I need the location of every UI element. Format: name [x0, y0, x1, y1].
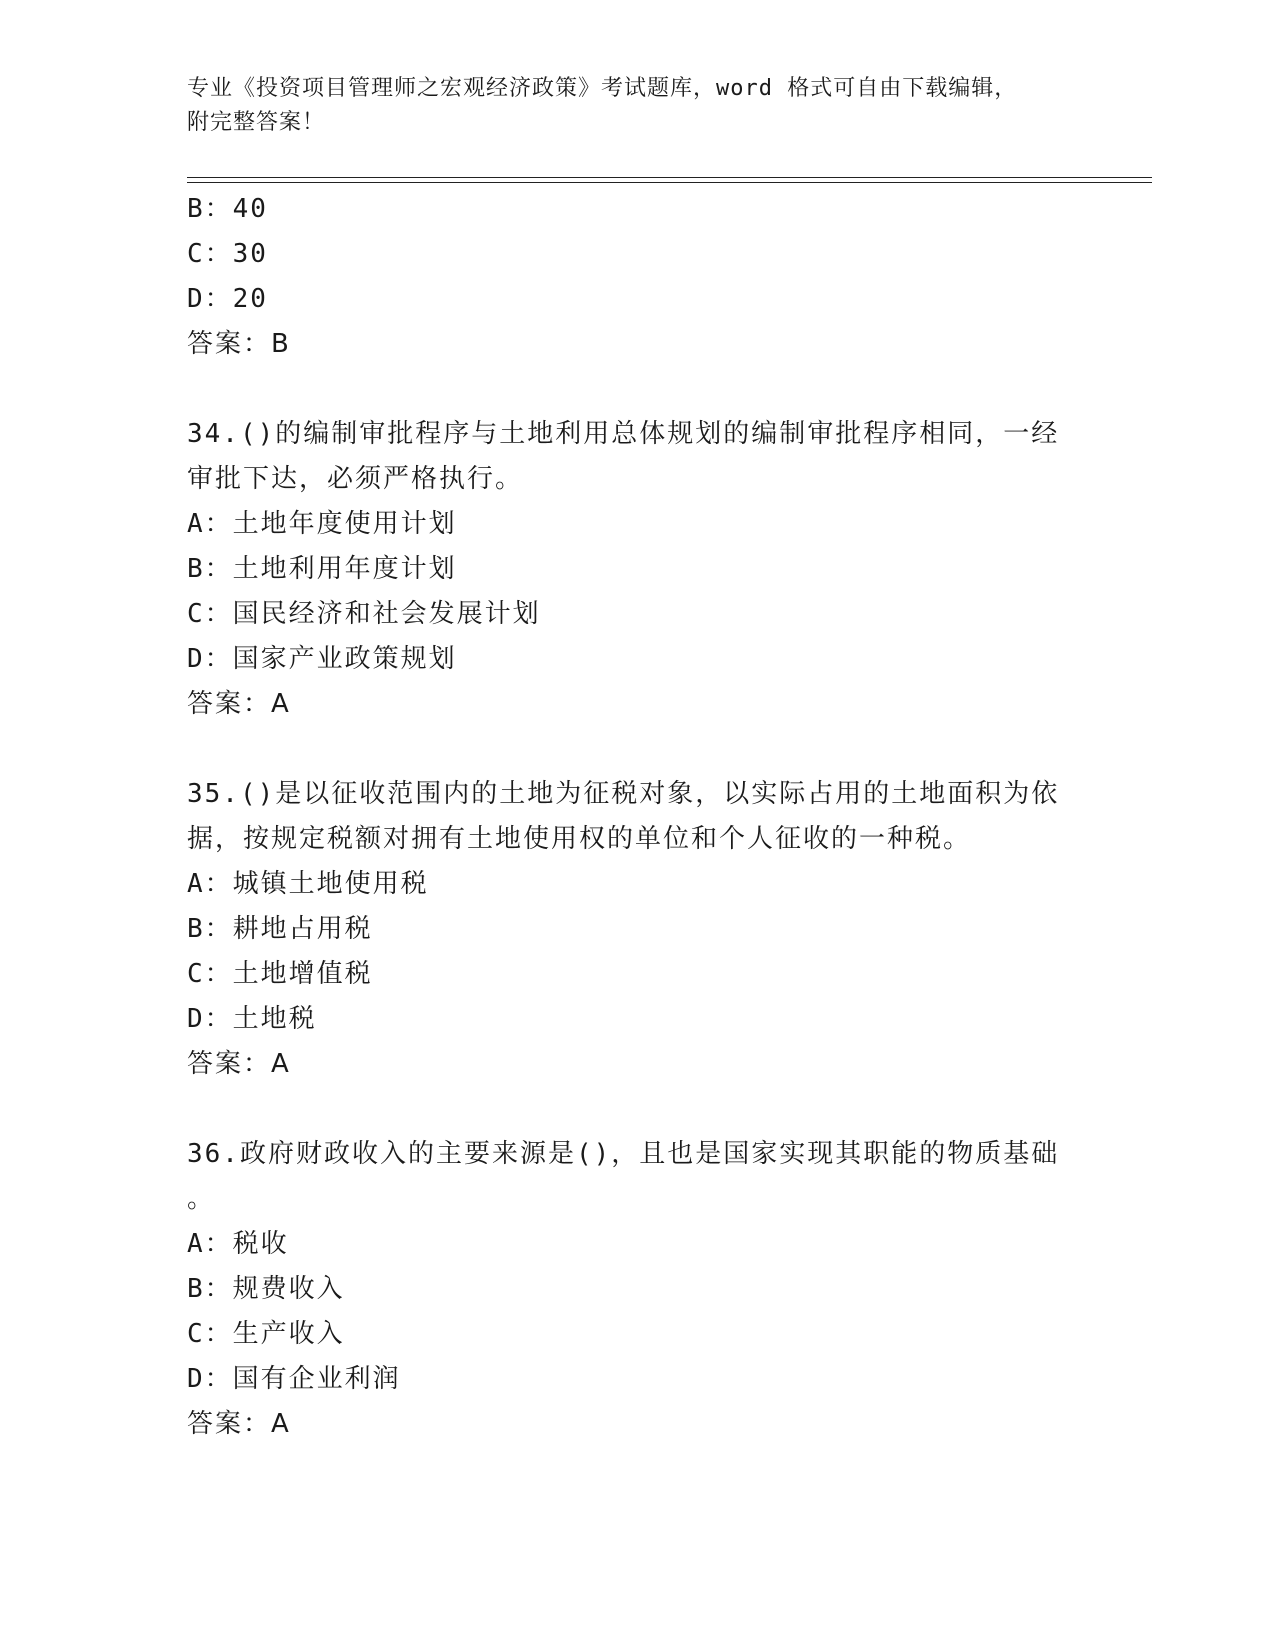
q36-stem-line-1: 36.政府财政收入的主要来源是()，且也是国家实现其职能的物质基础	[187, 1139, 1060, 1169]
header-divider-top	[187, 177, 1152, 178]
q35-option-d: D：土地税	[187, 1004, 317, 1034]
prev-option-d: D：20	[187, 284, 268, 314]
q36-option-d: D：国有企业利润	[187, 1364, 401, 1394]
header-divider-bottom	[187, 182, 1152, 183]
q34-option-d: D：国家产业政策规划	[187, 644, 457, 674]
q36-option-a: A：税收	[187, 1229, 289, 1259]
q36-option-c: C：生产收入	[187, 1319, 345, 1349]
q34-answer: 答案：A	[187, 689, 291, 719]
q34-option-a: A：土地年度使用计划	[187, 509, 457, 539]
q36-option-b: B：规费收入	[187, 1274, 345, 1304]
q35-stem-line-2: 据，按规定税额对拥有土地使用权的单位和个人征收的一种税。	[187, 824, 972, 854]
q36-answer: 答案：A	[187, 1409, 291, 1439]
header-line-1: 专业《投资项目管理师之宏观经济政策》考试题库，word 格式可自由下载编辑，	[187, 76, 1018, 101]
prev-option-c: C：30	[187, 239, 268, 269]
page-header	[187, 72, 1067, 140]
q36-stem-line-2: 。	[187, 1184, 216, 1214]
prev-option-b: B：40	[187, 194, 268, 224]
q34-option-b: B：土地利用年度计划	[187, 554, 457, 584]
q35-option-b: B：耕地占用税	[187, 914, 373, 944]
q34-stem-line-2: 审批下达，必须严格执行。	[187, 464, 524, 494]
q35-stem-line-1: 35.()是以征收范围内的土地为征税对象，以实际占用的土地面积为依	[187, 779, 1060, 809]
q35-answer: 答案：A	[187, 1049, 291, 1079]
prev-answer: 答案：B	[187, 329, 291, 359]
q34-option-c: C：国民经济和社会发展计划	[187, 599, 541, 629]
q35-option-a: A：城镇土地使用税	[187, 869, 429, 899]
q34-stem-line-1: 34.()的编制审批程序与土地利用总体规划的编制审批程序相同，一经	[187, 419, 1060, 449]
q35-option-c: C：土地增值税	[187, 959, 373, 989]
header-line-2: 附完整答案！	[187, 110, 326, 135]
